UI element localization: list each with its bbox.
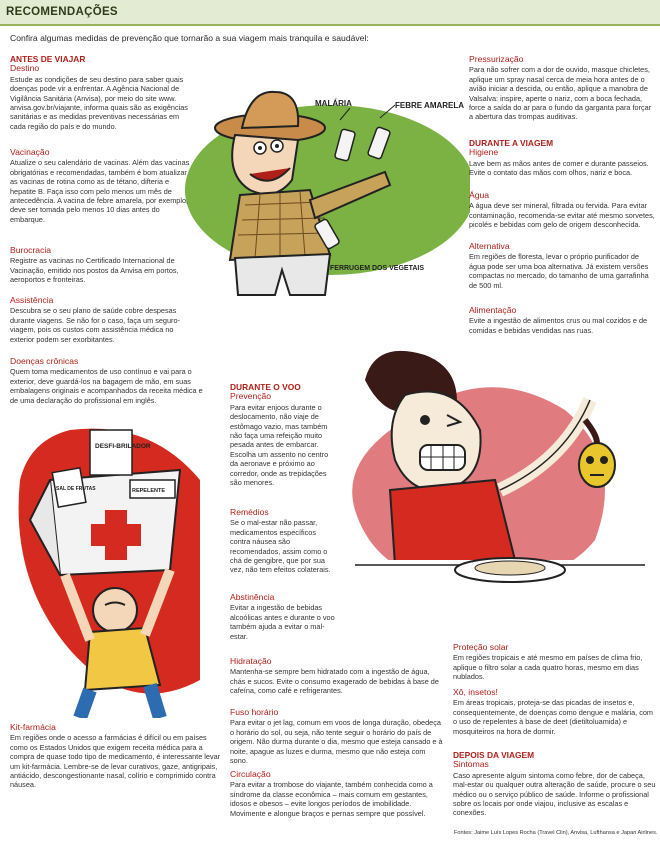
kit-heading: Kit-farmácia xyxy=(10,722,56,732)
hidratacao-text: Mantenha-se sempre bem hidratado com a ingestão de água, chás e sucos. Evite o consumo exagerado de bebidas à base de cafeína, como café e refrigerantes. xyxy=(230,667,439,696)
burocracia-block xyxy=(10,246,195,285)
fuso-block xyxy=(230,708,445,765)
destino-text: Estude as condições de seu destino para saber quais doenças pode vir a enfrentar. A Agência Nacional de Vigilância Sanitária (Anvisa), por meio do site www. anvisa.gov.br/viajante, informa quais são as exigências sanitárias e as medidas preventivas necessárias em cada região do país e do mundo. xyxy=(10,74,188,131)
sal-label: SAL DE FRUTAS xyxy=(56,486,96,492)
vacinacao-block xyxy=(10,148,195,224)
alternativa-block xyxy=(469,242,657,290)
pressurizacao-text: Para não sofrer com a dor de ouvido, masque chicletes, aplique um spray nasal cerca de meia hora antes de o avião iniciar a descida, ou então, aplique a manobra de Valsalva: inspire, aperte o nariz, com a boca fechada, force a saída do ar para o fundo da garganta para forçar a abertura das trompas auditivas. xyxy=(469,65,652,122)
antes-block xyxy=(10,55,195,131)
alimentacao-heading: Alimentação xyxy=(469,305,517,315)
vaccine-man-illustration xyxy=(180,80,470,305)
alternativa-text: Em regiões de floresta, levar o próprio purificador de água pode ser uma boa alternativa. Já existem versões compactas no mercado, do tamanho de uma garrafinha de 500 ml. xyxy=(469,252,649,290)
page-title: RECOMENDAÇÕES xyxy=(6,6,118,18)
section-viagem: DURANTE A VIAGEM xyxy=(469,138,554,148)
remedios-text: Se o mal-estar não passar, medicamentos específicos contra náusea são recomendados, assim como o chá de gengibre, que por sua vez, não tem efeitos colaterais. xyxy=(230,518,331,575)
xo-block xyxy=(453,688,658,736)
hidratacao-block xyxy=(230,657,445,696)
abstinencia-heading: Abstinência xyxy=(230,592,275,602)
section-depois: DEPOIS DA VIAGEM xyxy=(453,750,535,760)
abstinencia-text: Evitar a ingestão de bebidas alcoólicas antes e durante o voo também ajuda a evitar o mal-estar. xyxy=(230,603,335,641)
vacinacao-heading: Vacinação xyxy=(10,147,50,157)
repelente-label: REPELENTE xyxy=(132,488,166,494)
sintomas-heading: Sintomas xyxy=(453,759,489,770)
vacinacao-text: Atualize o seu calendário de vacinas. Além das vacinas obrigatórias e recomendadas, também é bom atualizar as vacinas de rotina como as de tétano, difteria e hepatite B. Faça isso com pelo menos um mês de antecedência. A vacina de febre amarela, por exemplo, deve ser tomada pelo menos 10 dias antes do embarque. xyxy=(10,158,190,224)
food-woman-illustration xyxy=(335,340,655,595)
alternativa-heading: Alternativa xyxy=(469,241,510,251)
prevencao-heading: Prevenção xyxy=(230,391,272,402)
protecao-heading: Proteção solar xyxy=(453,642,509,652)
kit-block xyxy=(10,723,223,790)
depois-block xyxy=(453,751,658,818)
xo-text: Em áreas tropicais, proteja-se das picadas de insetos e, consequentemente, de doenças como dengue e malária, com o uso de repelentes à base de deet (dietiltoluamida) e mosquiteiros na hora de dormir. xyxy=(453,698,653,736)
intro-text: Confira algumas medidas de prevenção que tornarão a sua viagem mais tranquila e saudável: xyxy=(10,33,369,43)
section-antes: ANTES DE VIAJAR xyxy=(10,54,86,64)
fuso-text: Para evitar o jet lag, comum em voos de longa duração, obedeça o horário do sol, ou seja, não tente seguir o horário do país de origem. Não durma durante o dia, mesmo que esteja cansado e à noite, apague as luzes e durma, mesmo que não esteja com sono. xyxy=(230,718,443,766)
hidratacao-heading: Hidratação xyxy=(230,656,272,666)
alimentacao-text: Evite a ingestão de alimentos crus ou mal cozidos e de comidas e bebidas vendidas nas ruas. xyxy=(469,316,648,335)
burocracia-heading: Burocracia xyxy=(10,245,52,255)
protecao-block xyxy=(453,643,658,682)
doencas-text: Quem toma medicamentos de uso contínuo e vai para o exterior, deve guardá-los na bagagem de mão, em suas embalagens originais e acompanhados da receita médica e de uma declaração do profissional em inglês. xyxy=(10,367,203,405)
febre-label: FEBRE AMARELA xyxy=(395,101,465,110)
xo-heading: Xô, insetos! xyxy=(453,687,498,697)
sintomas-text: Caso apresente algum sintoma como febre, dor de cabeça, mal-estar ou qualquer outra alteração de saúde, procure o seu médico ou o serviço público de saúde. Informe o profissional sobre os locais por onde viajou, inclusive as escalas e conexões. xyxy=(453,770,656,818)
agua-text: A água deve ser mineral, filtrada ou fervida. Para evitar contaminação, recomenda-se evitar até mesmo sorvetes, picolés e bebidas com gelo de origem desconhecida. xyxy=(469,201,655,230)
burocracia-text: Registre as vacinas no Certificado Internacional de Vacinação, emitido nos postos da Anvisa em portos, aeroportos e fronteiras. xyxy=(10,256,179,285)
sources-footer: Fontes: Jaime Luís Lopes Rocha (Travel Clin), Anvisa, Lufthansa e Japan Airlines. xyxy=(454,830,658,836)
assistencia-text: Descubra se o seu plano de saúde cobre despesas durante viagens. Se não for o caso, faça um seguro-viagem, pois os custos com assistência médica no exterior podem ser exorbitantes. xyxy=(10,306,180,344)
circulacao-heading: Circulação xyxy=(230,769,271,779)
assistencia-heading: Assistência xyxy=(10,295,54,305)
section-voo: DURANTE O VOO xyxy=(230,382,301,392)
remedios-heading: Remédios xyxy=(230,507,269,517)
kit-text: Em regiões onde o acesso a farmácias é difícil ou em países como os Estados Unidos que exigem receita médica para a compra de quase todo tipo de medicamento, é interessante levar um kit-farmácia. Lembre-se de levar curativos, gaze, antigripais, antiácido, descongestionante nasal, colírio e comprimido contra náusea. xyxy=(10,733,221,790)
circulacao-block xyxy=(230,770,445,818)
agua-heading: Água xyxy=(469,190,490,200)
pressurizacao-heading: Pressurização xyxy=(469,54,524,64)
assistencia-block xyxy=(10,296,195,344)
doencas-heading: Doenças crônicas xyxy=(10,356,79,366)
remedios-block xyxy=(230,508,338,575)
agua-block xyxy=(469,191,657,230)
higiene-heading: Higiene xyxy=(469,147,499,158)
doencas-block xyxy=(10,357,210,405)
destino-heading: Destino xyxy=(10,63,40,74)
higiene-text: Lave bem as mãos antes de comer e durante passeios. Evite o contato das mãos com olhos, nariz e boca. xyxy=(469,158,649,178)
pressurizacao-block xyxy=(469,55,657,122)
pharmacy-kit-illustration xyxy=(10,400,210,718)
abstinencia-block xyxy=(230,593,338,641)
ferrugem-label: FERRUGEM DOS VEGETAIS xyxy=(330,265,424,272)
fuso-heading: Fuso horário xyxy=(230,707,279,717)
desfibrilador-label: DESFI-BRILADOR xyxy=(95,443,151,450)
voo-block xyxy=(230,383,338,487)
prevencao-text: Para evitar enjoos durante o deslocamento, não viaje de estômago vazio, mas também não faça uma refeição muito pesada antes de embarcar. Escolha um assento no centro da aeronave e próximo ao corredor, onde as trepidações são menores. xyxy=(230,402,329,488)
malaria-label: MALÁRIA xyxy=(315,99,352,108)
alimentacao-block xyxy=(469,306,657,335)
higiene-block xyxy=(469,139,657,178)
protecao-text: Em regiões tropicais e até mesmo em países de clima frio, aplique o filtro solar a cada quatro horas, mesmo em dias nublados. xyxy=(453,653,643,682)
circulacao-text: Para evitar a trombose do viajante, também conhecida como a síndrome da classe econômica – mais comum em gestantes, idosos e obesos – evite longos períodos de imobilidade. Movimente e alongue braços e pernas sempre que possível. xyxy=(230,780,433,818)
header-bar xyxy=(0,0,660,26)
